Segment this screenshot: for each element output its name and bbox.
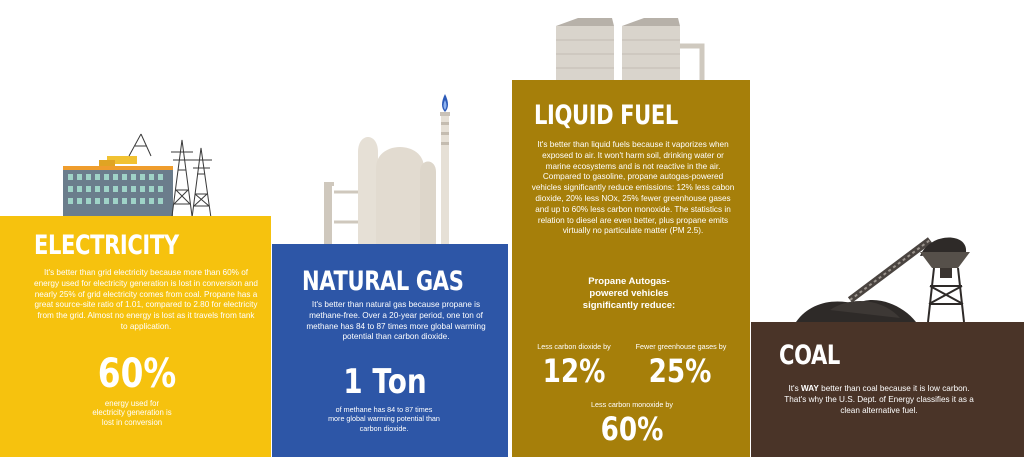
- carbon-dioxide-label: Less carbon dioxide by: [537, 342, 611, 351]
- carbon-dioxide-stat: 12%: [542, 352, 606, 390]
- coal-body-emphasis: WAY: [800, 384, 819, 393]
- coal-body-post: better than coal because it is low carbon. That's why the U.S. Dept. of Energy classifies it as a clean alternative fuel.: [784, 384, 974, 415]
- liquid-fuel-subhead: Propane Autogas-powered vehicles significantly reduce:: [582, 276, 676, 311]
- liquid-fuel-panel: [512, 80, 750, 457]
- natural-gas-panel: [272, 244, 508, 457]
- greenhouse-gases-label: Fewer greenhouse gases by: [635, 342, 727, 351]
- coal-title: COAL: [779, 340, 840, 371]
- natural-gas-stat: 1 Ton: [343, 362, 427, 402]
- coal-conveyor-icon: [790, 226, 980, 324]
- electricity-stat: 60%: [97, 351, 177, 397]
- greenhouse-gases-stat: 25%: [648, 352, 712, 390]
- gas-plant-icon: [320, 92, 470, 244]
- natural-gas-stat-caption: of methane has 84 to 87 times more global warming potential than carbon dioxide.: [328, 405, 440, 433]
- natural-gas-body: It's better than natural gas because propane is methane-free. Over a 20-year period, one ton of methane has 84 to 87 times more global warming potential than carbon dioxide.: [306, 300, 486, 342]
- electricity-body: It's better than grid electricity because more than 60% of energy used for electricity generation is lost in conversion and nearly 25% of grid electricity comes from coal. Propane has a great source-site ratio of 1.01, compared to 2.80 for electricity from the grid. Almost no energy is lost as it travels from tank to application.: [34, 268, 258, 331]
- electricity-title: ELECTRICITY: [34, 230, 179, 261]
- natural-gas-title: NATURAL GAS: [302, 266, 464, 297]
- electricity-panel: [0, 216, 271, 457]
- fuel-tanks-icon: [552, 16, 722, 82]
- coal-panel: [751, 322, 1024, 457]
- power-plant-icon: [55, 130, 215, 220]
- coal-body: [781, 384, 977, 416]
- carbon-monoxide-stat: 60%: [600, 410, 664, 448]
- electricity-stat-caption: energy used for electricity generation is lost in conversion: [92, 399, 172, 427]
- liquid-fuel-title: LIQUID FUEL: [534, 100, 678, 131]
- carbon-monoxide-label: Less carbon monoxide by: [591, 400, 673, 409]
- coal-body-pre: It's: [788, 384, 801, 393]
- liquid-fuel-body: It's better than liquid fuels because it vaporizes when exposed to air. It won't harm soil, drinking water or marine ecosystems and is not reactive in the air. Compared to gasoline, propane autogas-powered vehicles significantly reduce emissions: 12% less cabon dioxide, 20% less NOx, 25% fewer greenhouse gases and up to 60% less carbon monoxide. The statistics in relation to diesel are even better, plus propane emits virtually no particulate matter (PM 2.5).: [531, 140, 735, 236]
